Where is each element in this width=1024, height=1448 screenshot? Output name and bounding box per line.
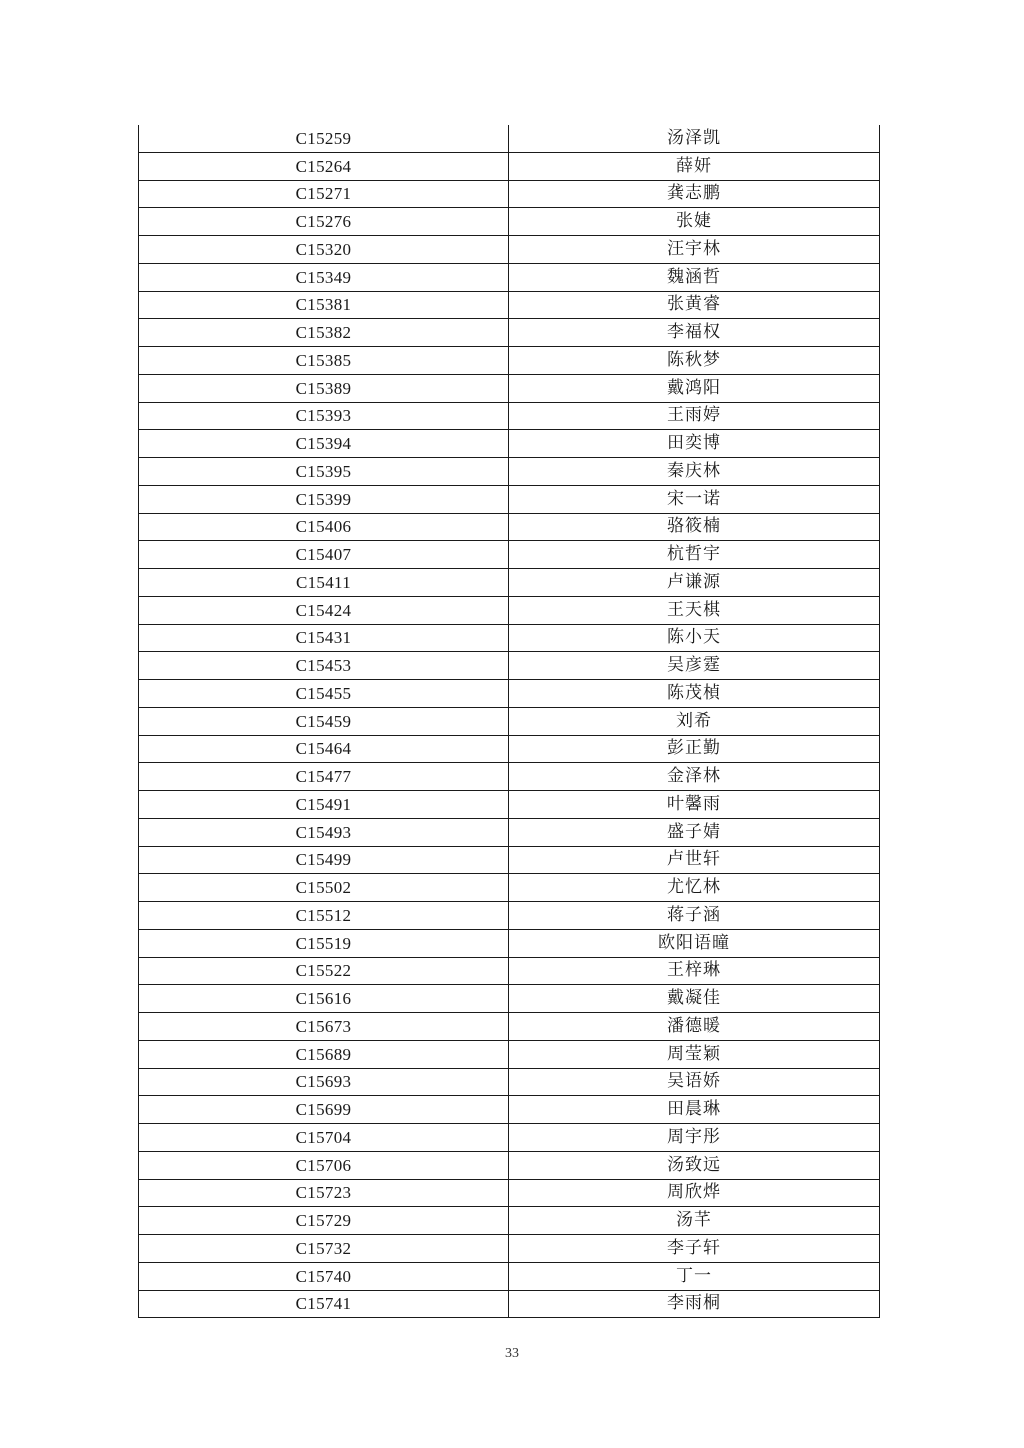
- student-id-cell: C15394: [139, 430, 509, 458]
- student-name-cell: 王雨婷: [509, 402, 880, 430]
- table-row: [139, 957, 880, 985]
- student-id-cell: C15395: [139, 458, 509, 486]
- student-id-cell: C15673: [139, 1013, 509, 1041]
- student-name-cell: 汪宇林: [509, 236, 880, 264]
- table-row: [139, 485, 880, 513]
- student-id-cell: C15381: [139, 291, 509, 319]
- student-id-cell: C15512: [139, 902, 509, 930]
- table-row: [139, 458, 880, 486]
- student-id-cell: C15393: [139, 402, 509, 430]
- student-name-cell: 戴鸿阳: [509, 374, 880, 402]
- roster-table: [138, 125, 880, 1318]
- student-id-cell: C15406: [139, 513, 509, 541]
- student-name-cell: 吴语娇: [509, 1068, 880, 1096]
- student-id-cell: C15732: [139, 1235, 509, 1263]
- student-id-cell: C15320: [139, 236, 509, 264]
- student-name-cell: 戴凝佳: [509, 985, 880, 1013]
- student-name-cell: 丁一: [509, 1262, 880, 1290]
- student-name-cell: 龚志鹏: [509, 180, 880, 208]
- table-row: [139, 569, 880, 597]
- student-id-cell: C15491: [139, 791, 509, 819]
- table-row: [139, 541, 880, 569]
- table-row: [139, 985, 880, 1013]
- table-row: [139, 319, 880, 347]
- student-id-cell: C15689: [139, 1040, 509, 1068]
- table-row: [139, 652, 880, 680]
- table-row: [139, 1124, 880, 1152]
- student-name-cell: 汤泽凯: [509, 125, 880, 152]
- table-row: [139, 236, 880, 264]
- table-row: [139, 1262, 880, 1290]
- student-id-cell: C15276: [139, 208, 509, 236]
- student-id-cell: C15729: [139, 1207, 509, 1235]
- student-id-cell: C15741: [139, 1290, 509, 1318]
- student-name-cell: 卢谦源: [509, 569, 880, 597]
- student-name-cell: 汤致远: [509, 1151, 880, 1179]
- student-name-cell: 卢世轩: [509, 846, 880, 874]
- student-id-cell: C15349: [139, 263, 509, 291]
- table-row: [139, 763, 880, 791]
- student-name-cell: 叶馨雨: [509, 791, 880, 819]
- table-row: [139, 735, 880, 763]
- table-row: [139, 1207, 880, 1235]
- student-name-cell: 魏涵哲: [509, 263, 880, 291]
- student-name-cell: 田奕博: [509, 430, 880, 458]
- table-row: [139, 263, 880, 291]
- table-row: [139, 680, 880, 708]
- student-name-cell: 王梓琳: [509, 957, 880, 985]
- table-row: [139, 596, 880, 624]
- table-row: [139, 1235, 880, 1263]
- student-id-cell: C15704: [139, 1124, 509, 1152]
- table-row: [139, 902, 880, 930]
- table-row: [139, 1096, 880, 1124]
- student-name-cell: 骆筱楠: [509, 513, 880, 541]
- student-id-cell: C15522: [139, 957, 509, 985]
- student-id-cell: C15723: [139, 1179, 509, 1207]
- page-number: 33: [505, 1346, 519, 1361]
- student-name-cell: 陈茂楨: [509, 680, 880, 708]
- student-id-cell: C15459: [139, 707, 509, 735]
- student-name-cell: 周欣烨: [509, 1179, 880, 1207]
- student-name-cell: 张婕: [509, 208, 880, 236]
- table-row: [139, 513, 880, 541]
- student-name-cell: 彭正勤: [509, 735, 880, 763]
- table-row: [139, 929, 880, 957]
- student-name-cell: 秦庆林: [509, 458, 880, 486]
- student-name-cell: 陈秋梦: [509, 347, 880, 375]
- student-id-cell: C15453: [139, 652, 509, 680]
- table-row: [139, 707, 880, 735]
- table-row: [139, 1013, 880, 1041]
- student-name-cell: 田晨琳: [509, 1096, 880, 1124]
- student-name-cell: 盛子婧: [509, 818, 880, 846]
- student-name-cell: 薛妍: [509, 152, 880, 180]
- table-row: [139, 1040, 880, 1068]
- student-name-cell: 王天棋: [509, 596, 880, 624]
- table-row: [139, 1068, 880, 1096]
- student-name-cell: 吴彦霆: [509, 652, 880, 680]
- student-id-cell: C15424: [139, 596, 509, 624]
- student-id-cell: C15382: [139, 319, 509, 347]
- student-name-cell: 陈小天: [509, 624, 880, 652]
- student-id-cell: C15706: [139, 1151, 509, 1179]
- student-name-cell: 汤芊: [509, 1207, 880, 1235]
- student-name-cell: 宋一诺: [509, 485, 880, 513]
- student-id-cell: C15616: [139, 985, 509, 1013]
- table-row: [139, 291, 880, 319]
- table-row: [139, 208, 880, 236]
- table-row: [139, 624, 880, 652]
- student-id-cell: C15407: [139, 541, 509, 569]
- student-name-cell: 刘希: [509, 707, 880, 735]
- student-name-cell: 金泽林: [509, 763, 880, 791]
- student-name-cell: 周宇彤: [509, 1124, 880, 1152]
- table-row: [139, 818, 880, 846]
- student-id-cell: C15502: [139, 874, 509, 902]
- student-name-cell: 尤忆林: [509, 874, 880, 902]
- student-id-cell: C15740: [139, 1262, 509, 1290]
- student-id-cell: C15399: [139, 485, 509, 513]
- student-name-cell: 欧阳语曈: [509, 929, 880, 957]
- student-id-cell: C15259: [139, 125, 509, 152]
- student-id-cell: C15431: [139, 624, 509, 652]
- table-row: [139, 180, 880, 208]
- student-id-cell: C15699: [139, 1096, 509, 1124]
- table-row: [139, 374, 880, 402]
- table-row: [139, 125, 880, 152]
- table-row: [139, 1151, 880, 1179]
- student-id-cell: C15271: [139, 180, 509, 208]
- table-row: [139, 152, 880, 180]
- table-row: [139, 430, 880, 458]
- student-name-cell: 蒋子涵: [509, 902, 880, 930]
- roster-table-body: [139, 125, 880, 1318]
- student-name-cell: 杭哲宇: [509, 541, 880, 569]
- student-name-cell: 张黄睿: [509, 291, 880, 319]
- table-row: [139, 1179, 880, 1207]
- student-id-cell: C15264: [139, 152, 509, 180]
- table-row: [139, 402, 880, 430]
- table-row: [139, 874, 880, 902]
- student-name-cell: 李雨桐: [509, 1290, 880, 1318]
- student-id-cell: C15411: [139, 569, 509, 597]
- student-id-cell: C15389: [139, 374, 509, 402]
- student-id-cell: C15499: [139, 846, 509, 874]
- student-id-cell: C15693: [139, 1068, 509, 1096]
- student-id-cell: C15493: [139, 818, 509, 846]
- student-id-cell: C15464: [139, 735, 509, 763]
- table-row: [139, 347, 880, 375]
- student-id-cell: C15477: [139, 763, 509, 791]
- student-name-cell: 潘德暖: [509, 1013, 880, 1041]
- student-id-cell: C15455: [139, 680, 509, 708]
- table-row: [139, 846, 880, 874]
- student-name-cell: 李福权: [509, 319, 880, 347]
- table-row: [139, 791, 880, 819]
- table-row: [139, 1290, 880, 1318]
- student-name-cell: 李子轩: [509, 1235, 880, 1263]
- student-name-cell: 周莹颖: [509, 1040, 880, 1068]
- student-id-cell: C15385: [139, 347, 509, 375]
- student-id-cell: C15519: [139, 929, 509, 957]
